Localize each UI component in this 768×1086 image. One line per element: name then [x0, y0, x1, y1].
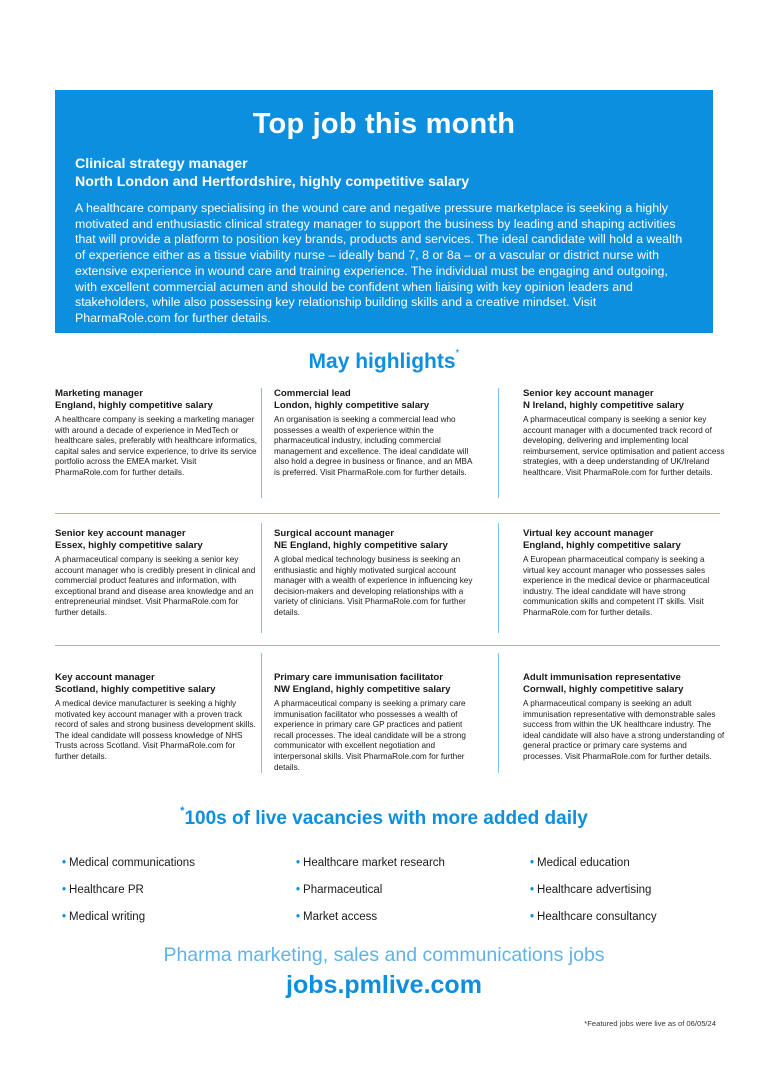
- grid-divider-vertical: [261, 388, 262, 498]
- job-card-title: [55, 672, 260, 695]
- job-card: [274, 672, 479, 773]
- job-role: Marketing manager: [55, 388, 143, 399]
- job-description: A European pharmaceutical company is seeking a virtual key account manager who possesses sales experience in the medical device or pharmaceutical industry. The ideal candidate will have strong communication skills and competent IT skills. Visit PharmaRole.com for further details.: [523, 555, 710, 617]
- job-description: A pharmaceutical company is seeking a senior key account manager with a documented track record of developing, delivering and implementing local reimbursement, service optimisation and patient access strategies, with a deep understanding of UK/Ireland healthcare. Visit PharmaRole.com for further details.: [523, 415, 725, 477]
- list-item: [62, 854, 195, 881]
- footnote: *Featured jobs were live as of 06/05/24: [584, 1019, 716, 1028]
- grid-divider-vertical: [498, 523, 499, 633]
- top-job-role: Clinical strategy manager: [75, 156, 248, 172]
- job-location-salary: N Ireland, highly competitive salary: [523, 399, 685, 411]
- job-role: Key account manager: [55, 672, 155, 683]
- grid-divider-horizontal: [55, 513, 720, 514]
- highlights-asterisk: *: [455, 348, 460, 359]
- vacancies-asterisk: *: [180, 805, 185, 817]
- job-card-title: [523, 528, 728, 551]
- grid-divider-horizontal: [55, 645, 720, 646]
- job-location-salary: London, highly competitive salary: [274, 399, 430, 411]
- bullet-icon: •: [296, 884, 301, 896]
- site-url: jobs.pmlive.com: [286, 971, 482, 999]
- grid-divider-vertical: [261, 523, 262, 633]
- category-column: [62, 854, 195, 935]
- bullet-icon: •: [62, 884, 67, 896]
- job-card: [523, 672, 728, 763]
- bullet-icon: •: [530, 911, 535, 923]
- top-job-header: [75, 155, 693, 191]
- list-item: [530, 854, 657, 881]
- job-card: [523, 388, 728, 479]
- job-card-title: [55, 528, 260, 551]
- highlights-heading-text: May highlights: [308, 350, 456, 373]
- job-card: [55, 388, 260, 479]
- list-item: [296, 908, 445, 935]
- list-item: [296, 881, 445, 908]
- job-description: A pharmaceutical company is seeking an adult immunisation representative with demonstrable sales success from within the UK healthcare industry. The ideal candidate will also have a strong understanding of general practice or primary care systems and processes. Visit PharmaRole.com for further details.: [523, 699, 725, 761]
- job-role: Commercial lead: [274, 388, 351, 399]
- list-item: [62, 908, 195, 935]
- bullet-icon: •: [62, 857, 67, 869]
- list-item: [296, 854, 445, 881]
- job-card-title: [274, 528, 479, 551]
- category-column: [296, 854, 445, 935]
- job-role: Surgical account manager: [274, 528, 394, 539]
- category-label: Pharmaceutical: [303, 884, 383, 896]
- job-role: Primary care immunisation facilitator: [274, 672, 444, 683]
- job-card-title: [274, 672, 479, 695]
- category-label: Medical writing: [69, 911, 146, 923]
- job-card: [274, 528, 479, 619]
- job-card: [55, 672, 260, 763]
- job-description: An organisation is seeking a commercial lead who possesses a wealth of experience within the pharmaceutical industry, including commercial management and excellence. The ideal candidate will also hold a degree in business or finance, and an MBA is preferred. Visit PharmaRole.com for further details.: [274, 415, 472, 477]
- job-card-title: [523, 672, 728, 695]
- job-card: [55, 528, 260, 619]
- job-location-salary: NW England, highly competitive salary: [274, 683, 451, 695]
- category-label: Healthcare advertising: [537, 884, 652, 896]
- category-label: Medical communications: [69, 857, 195, 869]
- top-job-box: [55, 90, 713, 333]
- job-description: A global medical technology business is seeking an enthusiastic and highly motivated surgical account manager with a wealth of experience in influencing key decision-makers and developing relationships with a variety of clinicians. Visit PharmaRole.com for further details.: [274, 555, 473, 617]
- job-description: A pharmaceutical company is seeking a senior key account manager who is credibly present in clinical and commercial product features and information, with exceptional brand and disease area knowledge and an entrepreneurial mindset. Visit PharmaRole.com for further details.: [55, 555, 256, 617]
- job-description: A pharmaceutical company is seeking a primary care immunisation facilitator who possesses a wealth of experience in primary care GP practices and patient recall processes. The ideal candidate will be a strong communicator with excellent negotiation and interpersonal skills. Visit PharmaRole.com for further details.: [274, 699, 466, 772]
- job-description: A medical device manufacturer is seeking a highly motivated key account manager with a proven track record of sales and strong business development skills. The ideal candidate will possess knowledge of NHS Trusts across Scotland. Visit PharmaRole.com for further details.: [55, 699, 256, 761]
- tagline: Pharma marketing, sales and communications jobs: [163, 944, 605, 966]
- job-card: [274, 388, 479, 479]
- job-location-salary: Scotland, highly competitive salary: [55, 683, 216, 695]
- grid-divider-vertical: [261, 653, 262, 773]
- highlights-heading: [0, 350, 768, 374]
- list-item: [62, 881, 195, 908]
- job-card-title: [523, 388, 728, 411]
- list-item: [530, 881, 657, 908]
- bullet-icon: •: [296, 857, 301, 869]
- category-label: Market access: [303, 911, 378, 923]
- category-label: Healthcare PR: [69, 884, 144, 896]
- bullet-icon: •: [530, 857, 535, 869]
- job-card-title: [274, 388, 479, 411]
- job-description: A healthcare company is seeking a marketing manager with around a decade of experience in MedTech or healthcare sales, preferably with healthcare informatics, capital sales and service experience, to drive its service portfolio across the EMEA market. Visit PharmaRole.com for further details.: [55, 415, 258, 477]
- job-card-title: [55, 388, 260, 411]
- top-job-heading: Top job this month: [252, 108, 516, 140]
- bullet-icon: •: [296, 911, 301, 923]
- bullet-icon: •: [62, 911, 67, 923]
- vacancies-heading-text: 100s of live vacancies with more added daily: [184, 808, 588, 829]
- job-location-salary: NE England, highly competitive salary: [274, 539, 448, 551]
- category-label: Medical education: [537, 857, 630, 869]
- job-card: [523, 528, 728, 619]
- job-role: Virtual key account manager: [523, 528, 654, 539]
- top-job-location-salary: North London and Hertfordshire, highly competitive salary: [75, 174, 470, 190]
- job-role: Adult immunisation representative: [523, 672, 681, 683]
- list-item: [530, 908, 657, 935]
- category-label: Healthcare market research: [303, 857, 445, 869]
- grid-divider-vertical: [498, 653, 499, 773]
- vacancies-heading: [0, 805, 768, 830]
- category-column: [530, 854, 657, 935]
- job-location-salary: England, highly competitive salary: [523, 539, 681, 551]
- job-role: Senior key account manager: [523, 388, 654, 399]
- job-location-salary: Essex, highly competitive salary: [55, 539, 203, 551]
- job-role: Senior key account manager: [55, 528, 186, 539]
- top-job-description: A healthcare company specialising in the wound care and negative pressure marketplace is seeking a highly motivated and enthusiastic clinical strategy manager to support the business by leading and shaping activities that will provide a platform to position key brands, products and services. The ideal candidate will hold a wealth of experience either as a tissue viability nurse – ideally band 7, 8 or 8a – or a vascular or district nurse with extensive experience in wound care and training experience. The individual must be engaging and outgoing, with excellent commercial acumen and should be confident when liaising with key opinion leaders and stakeholders, while also possessing key relationship building skills and a creative mindset. Visit PharmaRole.com for further details.: [75, 201, 683, 325]
- grid-divider-vertical: [498, 388, 499, 498]
- bullet-icon: •: [530, 884, 535, 896]
- job-location-salary: England, highly competitive salary: [55, 399, 213, 411]
- category-label: Healthcare consultancy: [537, 911, 657, 923]
- job-location-salary: Cornwall, highly competitive salary: [523, 683, 684, 695]
